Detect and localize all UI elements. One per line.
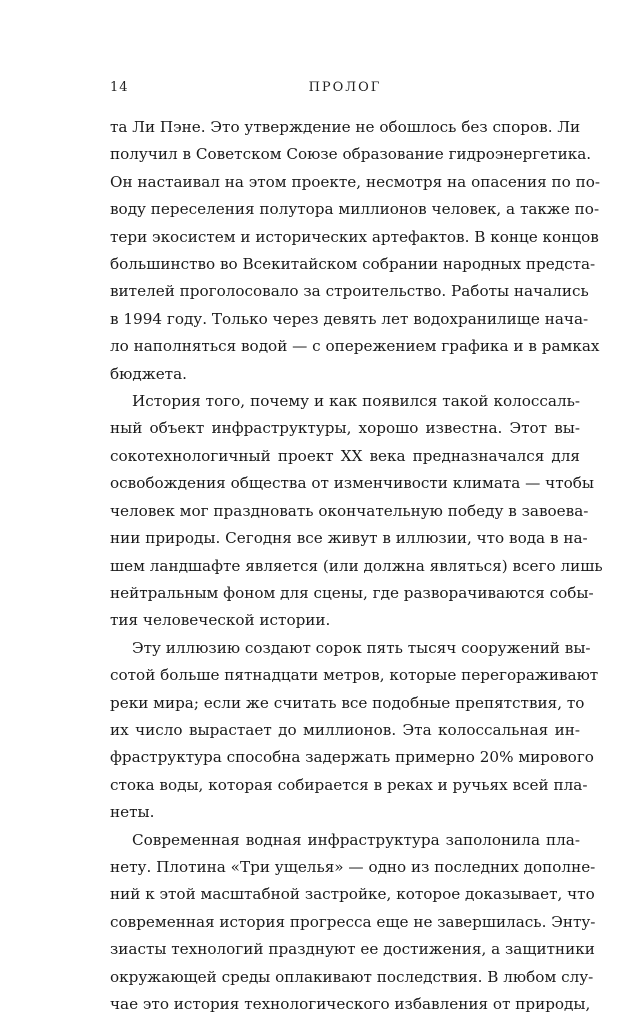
text-line: ло наполняться водой — с опережением графика и в рамках — [110, 337, 600, 356]
text-line: нии природы. Сегодня все живут в иллюзии, что вода в на- — [110, 529, 588, 548]
text-line: получил в Советском Союзе образование гидроэнергетика. — [110, 145, 592, 164]
text-line: человек мог праздновать окончательную победу в завоева- — [110, 501, 589, 520]
text-line: та Ли Пэне. Это утверждение не обошлось без споров. Ли — [110, 118, 581, 136]
text-line: в 1994 году. Только через девять лет водохранилище нача- — [110, 309, 589, 328]
text-line: нету. Плотина «Три ущелья» — одно из последних дополне- — [110, 857, 596, 876]
text-line: неты. — [110, 803, 155, 822]
text-line: стока воды, которая собирается в реках и ручьях всей пла- — [110, 775, 588, 794]
text-line: окружающей среды оплакивают последствия. В любом слу- — [110, 967, 594, 986]
text-line: зиасты технологий празднуют ее достижения, а защитники — [110, 940, 595, 959]
text-line: освобождения общества от изменчивости климата — чтобы — [110, 474, 594, 493]
text-line: ный объект инфраструктуры, хорошо известна. Этот вы- — [110, 419, 580, 438]
text-line: чае это история технологического избавления от природы, — [110, 995, 591, 1013]
text-line: сокотехнологичный проект XX века предназначался для — [110, 446, 580, 465]
text-line: бюджета. — [110, 364, 187, 383]
text-line: большинство во Всекитайском собрании народных предста- — [110, 255, 596, 274]
text-line: Он настаивал на этом проекте, несмотря на опасения по по- — [110, 172, 601, 191]
page-number: 14 — [110, 80, 129, 95]
text-line: тери экосистем и исторических артефактов. В конце концов — [110, 227, 599, 246]
body-text — [110, 114, 603, 1018]
text-line: фраструктура способна задержать примерно 20% мирового — [110, 748, 594, 767]
text-line: шем ландшафте является (или должна являться) всего лишь — [110, 556, 603, 575]
text-line: ний к этой масштабной застройке, которое доказывает, что — [110, 885, 595, 904]
text-line: История того, почему и как появился такой колоссаль- — [132, 392, 580, 411]
text-line: Эту иллюзию создают сорок пять тысяч сооружений вы- — [132, 638, 591, 657]
text-line: их число вырастает до миллионов. Эта колоссальная ин- — [110, 720, 580, 739]
section-title: ПРОЛОГ — [308, 80, 382, 95]
text-line: тия человеческой истории. — [110, 611, 331, 630]
paragraph-4 — [110, 827, 596, 1018]
text-line: нейтральным фоном для сцены, где разворачиваются собы- — [110, 583, 594, 602]
text-line: вителей проголосовало за строительство. Работы начались — [110, 282, 589, 301]
text-line: реки мира; если же считать все подобные препятствия, то — [110, 693, 585, 712]
running-head — [110, 80, 580, 100]
text-line: Современная водная инфраструктура заполонила пла- — [132, 830, 580, 849]
paragraph-2 — [110, 388, 603, 635]
paragraph-1 — [110, 114, 601, 388]
text-line: сотой больше пятнадцати метров, которые перегораживают — [110, 666, 599, 685]
text-line: воду переселения полутора миллионов человек, а также по- — [110, 200, 600, 219]
text-line: современная история прогресса еще не завершилась. Энту- — [110, 912, 596, 931]
paragraph-3 — [110, 635, 599, 827]
